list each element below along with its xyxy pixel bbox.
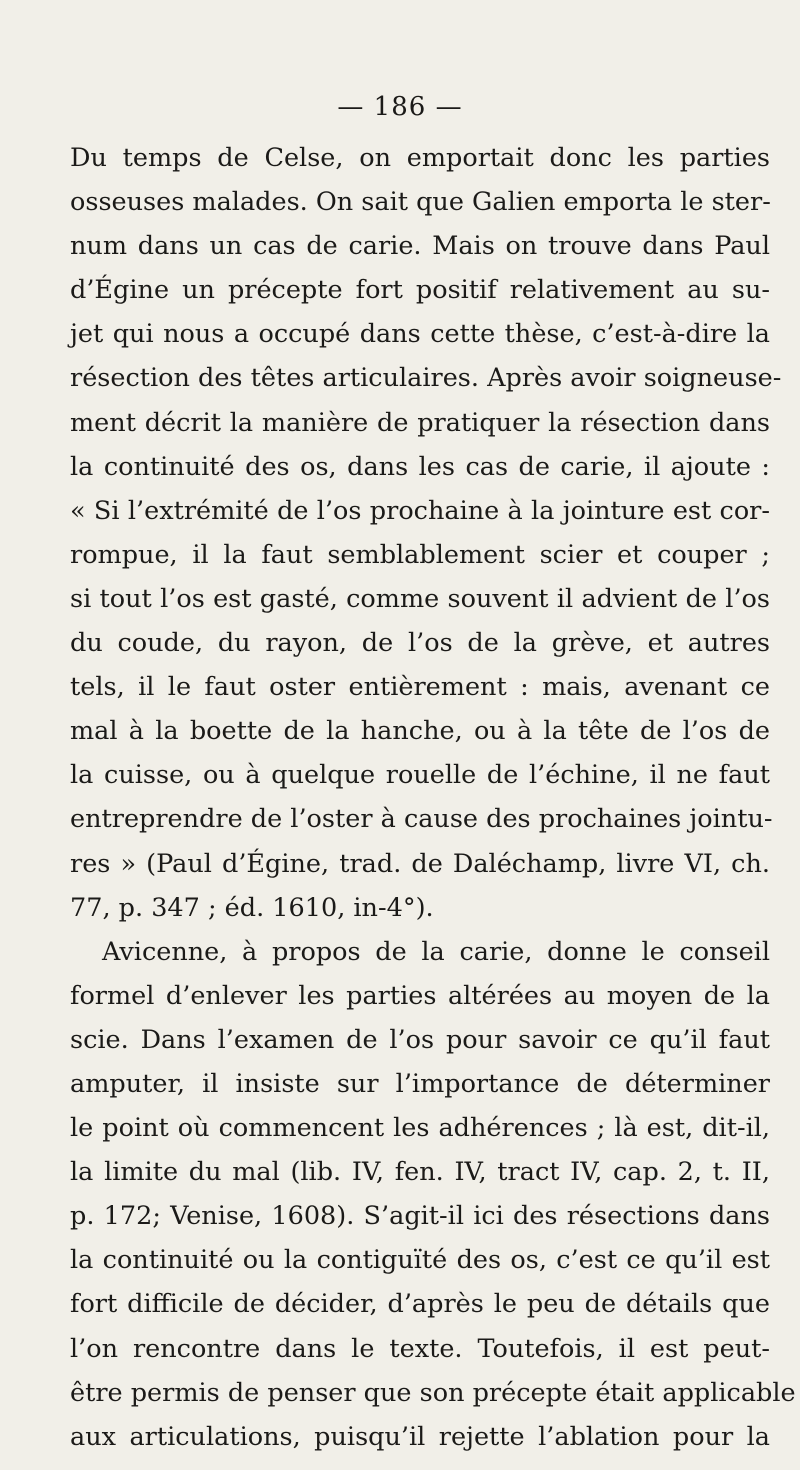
text-line: ment décrit la manière de pratiquer la résection dans: [70, 407, 770, 438]
text-line: osseuses malades. On sait que Galien emporta le ster-: [70, 187, 771, 218]
text-line: résection des têtes articulaires. Après avoir soigneuse-: [70, 363, 782, 394]
text-line: jet qui nous a occupé dans cette thèse, c’est-à-dire la: [70, 319, 770, 350]
text-line: scie. Dans l’examen de l’os pour savoir ce qu’il faut: [70, 1024, 770, 1055]
text-line: mal à la boette de la hanche, ou à la tête de l’os de: [70, 716, 770, 747]
text-line: aux articulations, puisqu’il rejette l’ablation pour la: [70, 1421, 770, 1452]
paragraph-celse-galien: [70, 136, 782, 930]
text-line: la limite du mal (lib. IV, fen. IV, tract IV, cap. 2, t. II,: [70, 1157, 770, 1188]
text-line: 77, p. 347 ; éd. 1610, in-4°).: [70, 892, 434, 923]
text-line: formel d’enlever les parties altérées au moyen de la: [70, 980, 770, 1011]
text-line: le point où commencent les adhérences ; là est, dit-il,: [70, 1113, 770, 1144]
page-number-header: — 186 —: [337, 92, 463, 122]
text-line: amputer, il insiste sur l’importance de déterminer: [70, 1068, 770, 1099]
text-line: num dans un cas de carie. Mais on trouve dans Paul: [70, 231, 770, 262]
text-line: rompue, il la faut semblablement scier et couper ;: [70, 539, 770, 570]
text-line: tels, il le faut oster entièrement : mais, avenant ce: [70, 672, 770, 703]
text-line: être permis de penser que son précepte était applicable: [70, 1377, 796, 1408]
text-line: d’Égine un précepte fort positif relativement au su-: [70, 275, 770, 306]
text-line: Du temps de Celse, on emportait donc les parties: [70, 143, 770, 173]
paragraph-avicenne: [70, 930, 796, 1459]
text-line: Avicenne, à propos de la carie, donne le conseil: [102, 936, 770, 967]
text-line: res » (Paul d’Égine, trad. de Daléchamp, livre VI, ch.: [70, 848, 770, 879]
text-line: la continuité ou la contiguïté des os, c’est ce qu’il est: [70, 1245, 770, 1276]
text-line: « Si l’extrémité de l’os prochaine à la jointure est cor-: [70, 495, 770, 526]
text-line: p. 172; Venise, 1608). S’agit-il ici des résections dans: [70, 1201, 770, 1232]
text-line: la cuisse, ou à quelque rouelle de l’échine, il ne faut: [70, 760, 770, 791]
text-line: du coude, du rayon, de l’os de la grève, et autres: [70, 628, 770, 659]
text-line: fort difficile de décider, d’après le peu de détails que: [70, 1289, 770, 1320]
text-line: entreprendre de l’oster à cause des prochaines jointu-: [70, 804, 773, 835]
text-line: l’on rencontre dans le texte. Toutefois, il est peut-: [70, 1333, 770, 1364]
body-text: [70, 136, 796, 1459]
text-line: la continuité des os, dans les cas de carie, il ajoute :: [70, 451, 770, 482]
text-line: si tout l’os est gasté, comme souvent il advient de l’os: [70, 583, 770, 614]
